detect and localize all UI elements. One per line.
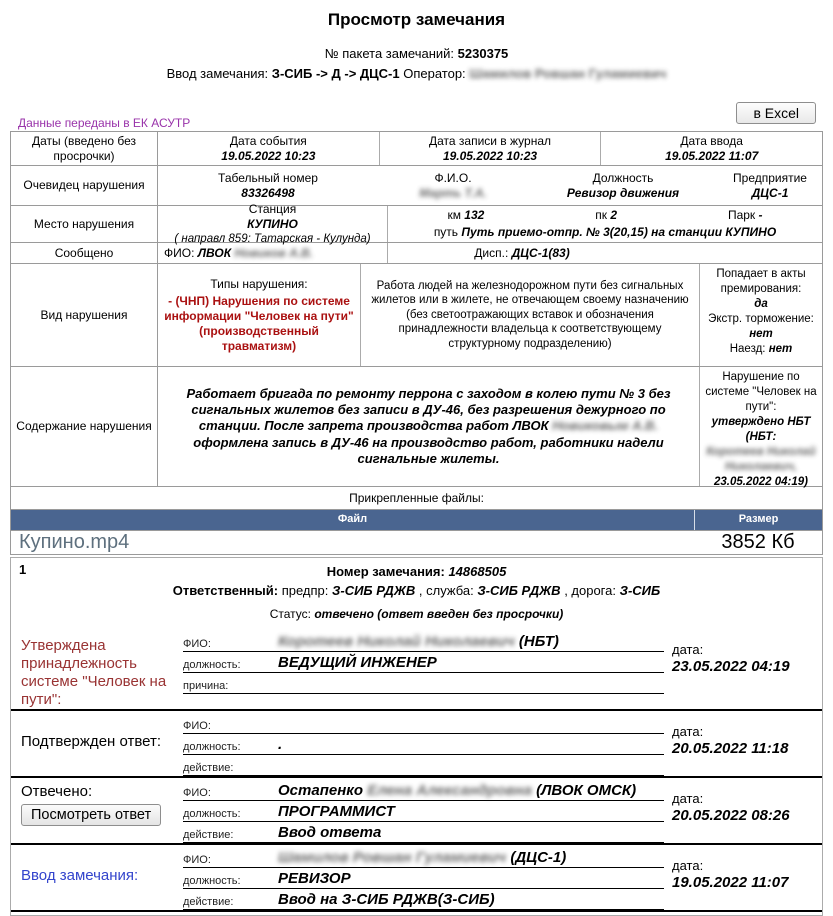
responsible-pre-label: предпр: — [281, 582, 329, 598]
dispatcher-value: ДЦС-1(83) — [511, 245, 570, 260]
remark-number: 14868505 — [448, 564, 507, 579]
km-pk-park-cell — [388, 206, 822, 242]
date-label: дата: — [672, 642, 704, 658]
content-blurred-name: Новиковым А.В. — [552, 418, 659, 434]
files-header-row — [11, 510, 822, 531]
tab-number-value: 83326498 — [241, 185, 295, 200]
responsible-service: З-СИБ РДЖВ — [477, 582, 561, 598]
approved-row — [11, 629, 822, 709]
place-row — [11, 201, 822, 245]
enterprise-value: ДЦС-1 — [751, 185, 789, 200]
responsible-label: Ответственный: — [172, 582, 279, 598]
event-date-cell — [158, 132, 380, 165]
entry-fio-line: ФИО: Шамилов Ровшан Гуламиевич (ДЦС-1) — [183, 847, 664, 868]
entry-date-cell: дата: 19.05.2022 11:07 — [664, 845, 822, 910]
file-name-link[interactable]: Купино.mp4 — [19, 531, 130, 553]
path-value: Путь приемо-отпр. № 3(20,15) на станции КУПИНО — [461, 225, 777, 239]
confirmed-action-line: действие: — [183, 755, 664, 776]
operator-label: Оператор: — [403, 66, 466, 81]
input-date-value: 19.05.2022 11:07 — [665, 148, 759, 163]
path-line — [392, 225, 818, 240]
chp-approval-title: Нарушение по системе "Человек на пути": — [705, 371, 817, 413]
hit-value: нет — [768, 342, 793, 355]
park-label: Парк — [727, 208, 756, 222]
witness-row — [11, 166, 822, 206]
export-excel-button[interactable]: в Excel — [736, 102, 816, 124]
entry-date: 19.05.2022 11:07 — [672, 874, 789, 892]
files-col-file: Файл — [337, 513, 368, 526]
park-value: - — [758, 208, 763, 222]
remark-section — [10, 557, 823, 916]
chp-approval-status: утверждено НБТ (НБТ: — [711, 415, 811, 443]
witness-fio-value: Марть Т.А. — [419, 185, 487, 200]
entry-action-value: Ввод на З-СИБ РДЖВ(З-СИБ) — [278, 891, 495, 909]
entry-label: Ввод замечания: — [166, 66, 269, 81]
journal-date-title: Дата записи в журнал — [428, 133, 552, 148]
answered-action-line: действие: Ввод ответа — [183, 822, 664, 843]
ek-asutr-link[interactable]: Данные переданы в ЕК АСУТР — [18, 116, 191, 130]
violation-description-cell: Работа людей на железнодорожном пути без сигнальных жилетов или в жилете, не отвечающем своему назначению (без светоотражающих вставок и обозначения принадлежности владельца к соответствующему структурному подразделению) — [361, 264, 700, 366]
violation-types-cell — [158, 264, 361, 366]
confirmed-row-label: Подтвержден ответ: — [21, 733, 162, 751]
approved-date: 23.05.2022 04:19 — [672, 658, 790, 676]
status-value: отвечено — [314, 606, 374, 621]
reported-fio-name: Новиков А.В. — [234, 245, 314, 260]
witness-position-title: Должность — [592, 170, 654, 185]
responsible-service-label: , служба: — [418, 582, 474, 598]
approved-fio-line: ФИО: Коротеев Николай Николаевич (НБТ) — [183, 631, 664, 652]
path-label: путь — [433, 225, 459, 239]
packet-label: № пакета замечаний: — [324, 46, 455, 61]
station-title: Станция — [248, 201, 297, 216]
files-title-row — [11, 487, 822, 510]
journal-date-value: 19.05.2022 10:23 — [442, 148, 538, 163]
pk-label: пк — [595, 208, 607, 222]
approved-row-label: Утверждена принадлежность системе "Человек на пути": — [21, 637, 167, 709]
entry-position-line: должность: РЕВИЗОР — [183, 868, 664, 889]
entry-action-line: действие: Ввод на З-СИБ РДЖВ(З-СИБ) — [183, 889, 664, 910]
responsible-road: З-СИБ — [619, 582, 661, 598]
answered-date-cell: дата: 20.05.2022 08:26 — [664, 778, 822, 843]
files-title: Прикрепленные файлы: — [349, 490, 484, 505]
tab-number-title: Табельный номер — [218, 170, 318, 185]
witness-position-cell — [528, 166, 718, 205]
notice-table — [10, 131, 823, 555]
station-name: КУПИНО — [247, 216, 298, 231]
hit-label: Наезд: — [729, 342, 766, 355]
confirmed-fio-line: ФИО: — [183, 713, 664, 734]
entry-position-value: РЕВИЗОР — [278, 870, 351, 888]
entry-row-label[interactable]: Ввод замечания: — [21, 867, 139, 885]
remark-number-label: Номер замечания: — [326, 564, 445, 579]
packet-line — [0, 46, 833, 61]
reported-row-label: Сообщено — [11, 243, 158, 263]
chp-approval-cell — [700, 367, 822, 486]
confirmed-fields — [183, 711, 664, 776]
reported-fio-cell — [158, 243, 388, 263]
braking-label: Экстр. торможение: — [708, 312, 814, 325]
remark-number-line — [11, 563, 822, 582]
input-date-title: Дата ввода — [680, 133, 743, 148]
enterprise-cell — [718, 166, 822, 205]
reported-row — [11, 243, 822, 264]
file-row — [11, 531, 822, 554]
approved-position-line — [183, 652, 664, 673]
responsible-line — [11, 582, 822, 601]
content-text-cell — [158, 367, 700, 486]
input-date-cell — [601, 132, 822, 165]
entry-route: З-СИБ -> Д -> ДЦС-1 — [271, 66, 400, 81]
violation-types-title: Типы нарушения: — [210, 276, 308, 291]
premium-value: да — [754, 297, 768, 310]
packet-number: 5230375 — [457, 46, 509, 61]
violation-row-label: Вид нарушения — [11, 264, 158, 366]
premium-label: Попадает в акты премирования: — [716, 268, 806, 295]
confirmed-date: 20.05.2022 11:18 — [672, 740, 789, 758]
approved-fio-blur: Коротеев Николай Николаевич — [278, 633, 515, 651]
page-header — [0, 0, 833, 81]
reported-fio-role: ЛВОК — [197, 245, 232, 260]
answered-row — [11, 776, 822, 843]
confirmed-position-value: . — [278, 736, 283, 754]
remark-index: 1 — [19, 562, 27, 577]
premium-cell — [700, 264, 822, 366]
answered-position-line: должность: ПРОГРАММИСТ — [183, 801, 664, 822]
dates-row — [11, 132, 822, 166]
approved-date-cell — [664, 629, 822, 709]
chp-approval-date: 23.05.2022 04:19) — [714, 475, 808, 488]
braking-value: нет — [749, 327, 773, 340]
operator-line — [0, 66, 833, 81]
witness-fio-cell — [378, 166, 528, 205]
fio-field-label: ФИО: — [183, 638, 211, 651]
position-field-label: должность: — [183, 659, 241, 672]
witness-fio-title: Ф.И.О. — [434, 170, 472, 185]
km-value: 132 — [464, 208, 485, 222]
answered-date: 20.05.2022 08:26 — [672, 807, 790, 825]
place-row-label: Место нарушения — [11, 206, 158, 242]
file-size: 3852 Кб — [721, 531, 795, 553]
status-note: (ответ введен без просрочки) — [377, 606, 564, 621]
answered-row-label — [11, 778, 183, 843]
files-col-size: Размер — [694, 510, 822, 530]
approved-position-value: ВЕДУЩИЙ ИНЖЕНЕР — [278, 654, 437, 672]
content-row — [11, 367, 822, 487]
answered-fields — [183, 778, 664, 843]
operator-name: Шамилов Ровшан Гуламиевич — [469, 66, 667, 81]
chp-approver-name: Коротеев Николай Николаевич, — [706, 445, 816, 473]
confirmed-row — [11, 709, 822, 776]
event-date-title: Дата события — [229, 133, 307, 148]
tab-number-cell — [158, 166, 378, 205]
enterprise-label: Предприятие — [733, 170, 807, 185]
answered-action-value: Ввод ответа — [278, 824, 382, 842]
dates-row-label: Даты (введено без просрочки) — [11, 132, 158, 165]
km-label: км — [447, 208, 461, 222]
reason-field-label: причина: — [183, 680, 229, 693]
answered-fio-line: ФИО: Остапенко Елена Александровна (ЛВОК ОМСК) — [183, 780, 664, 801]
approved-fields — [183, 629, 664, 709]
page-title: Просмотр замечания — [327, 10, 506, 29]
dispatcher-cell — [388, 243, 822, 263]
remark-head — [11, 558, 822, 629]
witness-row-label: Очевидец нарушения — [11, 166, 158, 205]
dispatcher-label: Дисп.: — [474, 245, 509, 260]
violation-types-text: - (ЧНП) Нарушения по системе информации "Человек на пути" (производственный травматизм) — [164, 293, 354, 353]
station-cell — [158, 201, 388, 245]
answered-label-text: Отвечено: — [21, 783, 93, 801]
answered-position-value: ПРОГРАММИСТ — [278, 803, 395, 821]
view-answer-button[interactable]: Посмотреть ответ — [21, 804, 161, 826]
pk-value: 2 — [610, 208, 618, 222]
responsible-pre: З-СИБ РДЖВ — [332, 582, 416, 598]
reported-fio-label: ФИО: — [164, 245, 195, 260]
answered-fio-blur: Елена Александровна — [367, 782, 532, 800]
witness-position-value: Ревизор движения — [566, 185, 680, 200]
approved-reason-line — [183, 673, 664, 694]
violation-type-row — [11, 264, 822, 367]
entry-fio-blur: Шамилов Ровшан Гуламиевич — [278, 849, 507, 867]
content-row-label: Содержание нарушения — [11, 367, 158, 486]
content-text-part2: оформлена запись в ДУ-46 на производство работ, работники надели сигнальные жилеты. — [193, 434, 664, 466]
station-direction: ( направл 859: Татарская - Кулунда) — [174, 232, 371, 245]
status-label: Статус: — [269, 606, 311, 621]
journal-date-cell — [380, 132, 602, 165]
confirmed-position-line: должность: . — [183, 734, 664, 755]
responsible-road-label: , дорога: — [564, 582, 616, 598]
km-pk-park-line — [392, 208, 818, 223]
confirmed-date-cell: дата: 20.05.2022 11:18 — [664, 711, 822, 776]
content-text-part1: Работает бригада по ремонту перрона с заходом в колею пути № 3 без сигнальных жилетов без записи в ДУ-46, без разрешения дежурного по станции. После запрета производства работ ЛВОК — [186, 385, 671, 434]
event-date-value: 19.05.2022 10:23 — [221, 148, 316, 163]
status-line — [11, 606, 822, 623]
